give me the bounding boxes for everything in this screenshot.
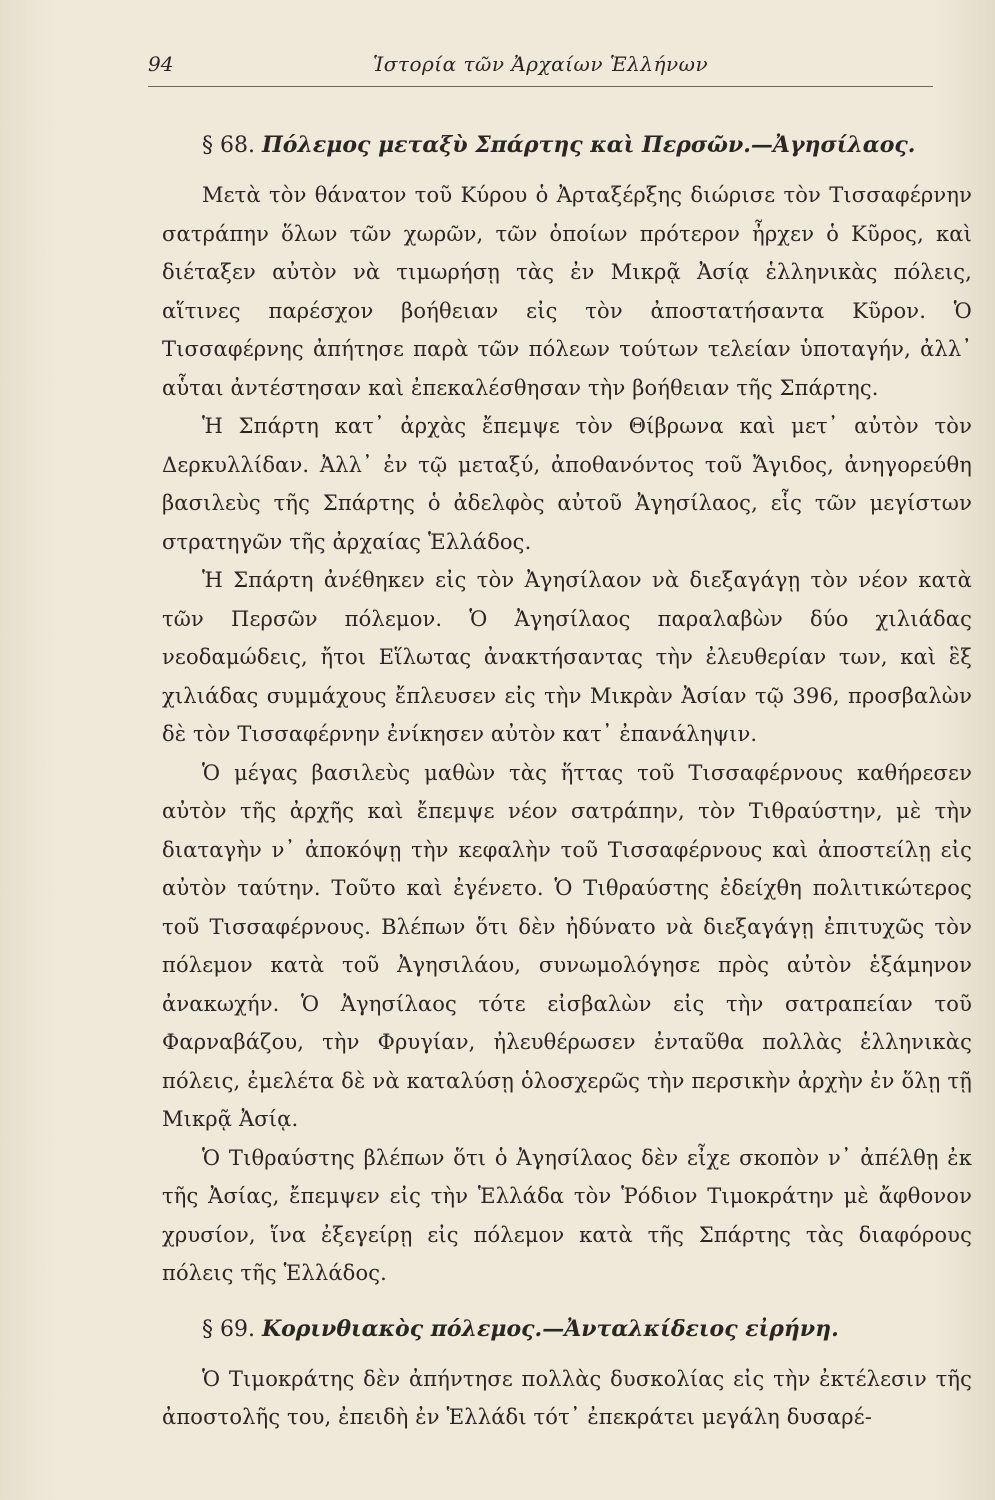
- section-heading-69: [202, 1309, 972, 1350]
- paragraph: Ἡ Σπάρτη ἀνέθηκεν εἰς τὸν Ἀγησίλαον νὰ διεξαγάγῃ τὸν νέον κατὰ τῶν Περσῶν πόλεμον. Ὁ Ἀγησίλαος παραλαβὼν δύο χιλιάδας νεοδαμώδεις, ἤτοι Εἵλωτας ἀνακτήσαντας τὴν ἐλευθερίαν των, καὶ ἓξ χιλιάδας συμμάχους ἔπλευσεν εἰς τὴν Μικρὰν Ἀσίαν τῷ 396, προσβαλὼν δὲ τὸν Τισσαφέρνην ἐνίκησεν αὐτὸν κατ᾿ ἐπανάληψιν.: [162, 568, 972, 746]
- page-number: 94: [148, 52, 174, 76]
- paragraph: Ἡ Σπάρτη κατ᾿ ἀρχὰς ἔπεμψε τὸν Θίβρωνα καὶ μετ᾿ αὐτὸν τὸν Δερκυλλίδαν. Ἀλλ᾿ ἐν τῷ μεταξύ, ἀποθανόντος τοῦ Ἄγιδος, ἀνηγορεύθη βασιλεὺς τῆς Σπάρτης ὁ ἀδελφὸς αὐτοῦ Ἀγησίλαος, εἷς τῶν μεγίστων στρατηγῶν τῆς ἀρχαίας Ἑλλάδος.: [162, 414, 972, 554]
- header-rule: [148, 86, 933, 87]
- paragraph: Ὁ Τιθραύστης βλέπων ὅτι ὁ Ἀγησίλαος δὲν εἶχε σκοπὸν ν᾿ ἀπέλθῃ ἐκ τῆς Ἀσίας, ἔπεμψεν εἰς τὴν Ἑλλάδα τὸν Ῥόδιον Τιμοκράτην μὲ ἄφθονον χρυσίον, ἵνα ἐξεγείρῃ εἰς πόλεμον κατὰ τῆς Σπάρτης τὰς διαφόρους πόλεις τῆς Ἑλλάδος.: [162, 1145, 972, 1285]
- paragraph: Ὁ μέγας βασιλεὺς μαθὼν τὰς ἥττας τοῦ Τισσαφέρνους καθήρεσεν αὐτὸν τῆς ἀρχῆς καὶ ἔπεμψε νέον σατράπην, τὸν Τιθραύστην, μὲ τὴν διαταγὴν ν᾿ ἀποκόψῃ τὴν κεφαλὴν τοῦ Τισσαφέρνους καὶ ἀποστείλῃ εἰς αὐτὸν ταύτην. Τοῦτο καὶ ἐγένετο. Ὁ Τιθραύστης ἐδείχθη πολιτικώτερος τοῦ Τισσαφέρνους. Βλέπων ὅτι δὲν ἠδύνατο νὰ διεξαγάγῃ ἐπιτυχῶς τὸν πόλεμον κατὰ τοῦ Ἀγησιλάου, συνωμολόγησε πρὸς αὐτὸν ἑξάμηνον ἀνακωχήν. Ὁ Ἀγησίλαος τότε εἰσβαλὼν εἰς τὴν σατραπείαν τοῦ Φαρναβάζου, τὴν Φρυγίαν, ἠλευθέρωσεν ἐνταῦθα πολλὰς ἑλληνικὰς πόλεις, ἐμελέτα δὲ νὰ καταλύσῃ ὁλοσχερῶς τὴν περσικὴν ἀρχὴν ἐν ὅλῃ τῇ Μικρᾷ Ἀσίᾳ.: [162, 760, 972, 1131]
- paragraph: Μετὰ τὸν θάνατον τοῦ Κύρου ὁ Ἀρταξέρξης διώρισε τὸν Τισσαφέρνην σατράπην ὅλων τῶν χωρῶν, τῶν ὁποίων πρότερον ἦρχεν ὁ Κῦρος, καὶ διέταξεν αὐτὸν νὰ τιμωρήσῃ τὰς ἐν Μικρᾷ Ἀσίᾳ ἑλληνικὰς πόλεις, αἵτινες παρέσχον βοήθειαν εἰς τὸν ἀποστατήσαντα Κῦρον. Ὁ Τισσαφέρνης ἀπήτησε παρὰ τῶν πόλεων τούτων τελείαν ὑποταγήν, ἀλλ᾿ αὗται ἀντέστησαν καὶ ἐπεκαλέσθησαν τὴν βοήθειαν τῆς Σπάρτης.: [162, 183, 972, 400]
- section-number: § 68.: [202, 133, 255, 158]
- section-title: Κορινθιακὸς πόλεμος.—Ἀνταλκίδειος εἰρήνη.: [261, 1315, 839, 1342]
- section-gap: [162, 1293, 972, 1309]
- paragraph: Ὁ Τιμοκράτης δὲν ἀπήντησε πολλὰς δυσκολίας εἰς τὴν ἐκτέλεσιν τῆς ἀποστολῆς του, ἐπειδὴ ἐν Ἑλλάδι τότ᾿ ἐπεκράτει μεγάλη δυσαρέ-: [162, 1366, 972, 1429]
- section-heading-68: [202, 125, 972, 166]
- section-number: § 69.: [202, 1316, 255, 1342]
- page-header: [148, 52, 935, 82]
- page-body: [162, 125, 972, 1437]
- section-title: Πόλεμος μεταξὺ Σπάρτης καὶ Περσῶν.—Ἀγησίλαος.: [261, 132, 916, 158]
- running-title: Ἱστορία τῶν Ἀρχαίων Ἑλλήνων: [373, 52, 709, 76]
